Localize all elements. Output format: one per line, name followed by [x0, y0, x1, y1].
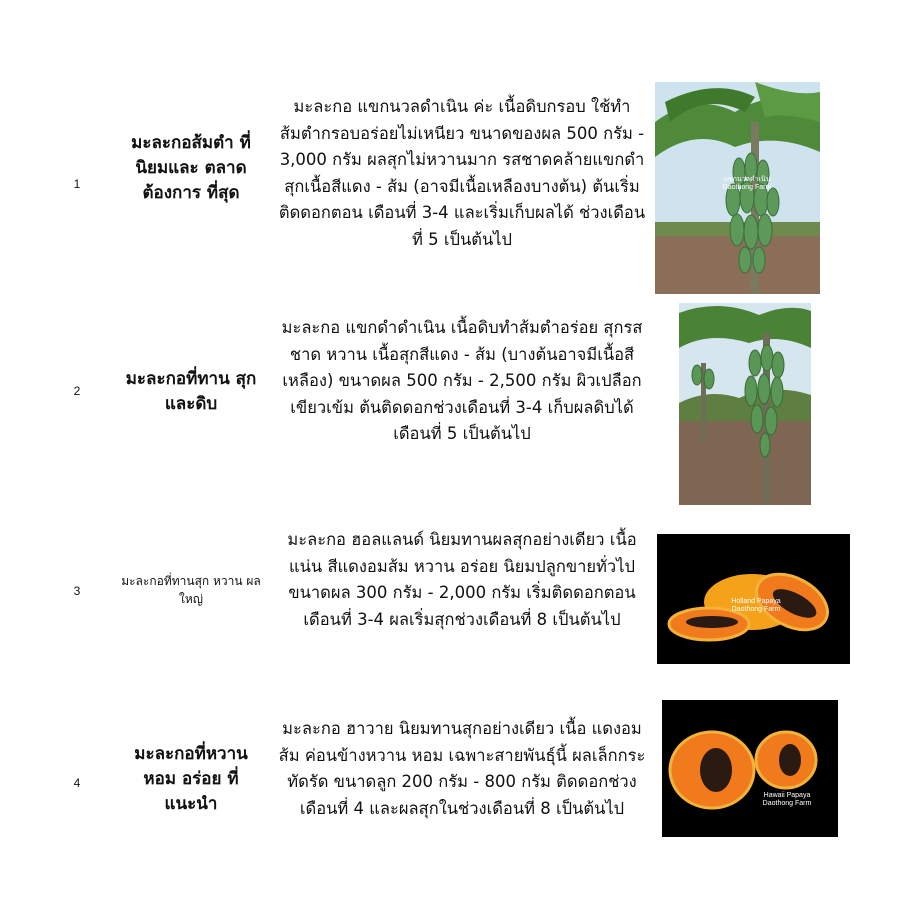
row-name: มะละกอส้มตำ ที่นิยมและ ตลาดต้องการ ที่สุด — [131, 133, 251, 203]
papaya-tree-photo — [679, 303, 811, 505]
row-description: มะละกอ แขกนวลดำเนิน ค่ะ เนื้อดิบกรอบ ใช้ทำส้มตำกรอบอร่อยไม่เหนียว ขนาดของผล 500 กรัม - 3,000 กรัม ผลสุกไม่หวานมาก รสชาดคล้ายแขกดำ สุกเนื้อสีแดง - ส้ม (อาจมีเนื้อเหลืองบางต้น) ต้นเริ่มติดดอกตอน เดือนที่ 3-4 และเริ่มเก็บผลได้ ช่วงเดือนที่ 5 เป็นต้นไป — [278, 97, 646, 249]
watermark-text: Hawaii Papaya Daothong Farm — [762, 792, 812, 807]
hawaii-papaya-photo — [662, 700, 838, 837]
row-number: 2 — [73, 384, 81, 398]
watermark-text: Holland Papaya Daothong Farm — [731, 598, 781, 613]
row-name: มะละกอที่ทานสุก หวาน ผลใหญ่ — [121, 574, 261, 606]
row-number: 3 — [73, 584, 81, 598]
row-name: มะละกอที่หวาน หอม อร่อย ที่ แนะนำ — [134, 744, 248, 814]
holland-papaya-photo — [657, 534, 850, 664]
papaya-tree-photo — [655, 82, 820, 294]
row-description: มะละกอ ฮาวาย นิยมทานสุกอย่างเดียว เนื้อ แดงอมส้ม ค่อนข้างหวาน หอม เฉพาะสายพันธุ์นี้ ผลเล็กกระทัดรัด ขนาดลูก 200 กรัม - 800 กรัม ติดดอกช่วงเดือนที่ 4 และผลสุกในช่วงเดือนที่ 8 เป็นต้นไป — [278, 719, 646, 818]
row-number: 1 — [73, 177, 81, 191]
row-description: มะละกอ แขกดำดำเนิน เนื้อดิบทำส้มตำอร่อย สุกรสชาด หวาน เนื้อสุกสีแดง - ส้ม (บางต้นอาจมีเนื้อสีเหลือง) ขนาดผล 500 กรัม - 2,500 กรัม ผิวเปลือกเขียวเข้ม ต้นติดดอกช่วงเดือนที่ 3-4 เก็บผลดิบได้ เดือนที่ 5 เป็นต้นไป — [281, 318, 643, 443]
row-number: 4 — [73, 776, 81, 790]
watermark-text: แขกนวลดำเนิน Daothong Farm — [722, 176, 772, 191]
row-description: มะละกอ ฮอลแลนด์ นิยมทานผลสุกอย่างเดียว เนื้อแน่น สีแดงอมส้ม หวาน อร่อย นิยมปลูกขายทั่วไป ขนาดผล 300 กรัม - 2,000 กรัม เริ่มติดดอกตอนเดือนที่ 3-4 ผลเริ่มสุกช่วงเดือนที่ 8 เป็นต้นไป — [287, 530, 637, 629]
row-name: มะละกอที่ทาน สุกและดิบ — [125, 369, 257, 414]
